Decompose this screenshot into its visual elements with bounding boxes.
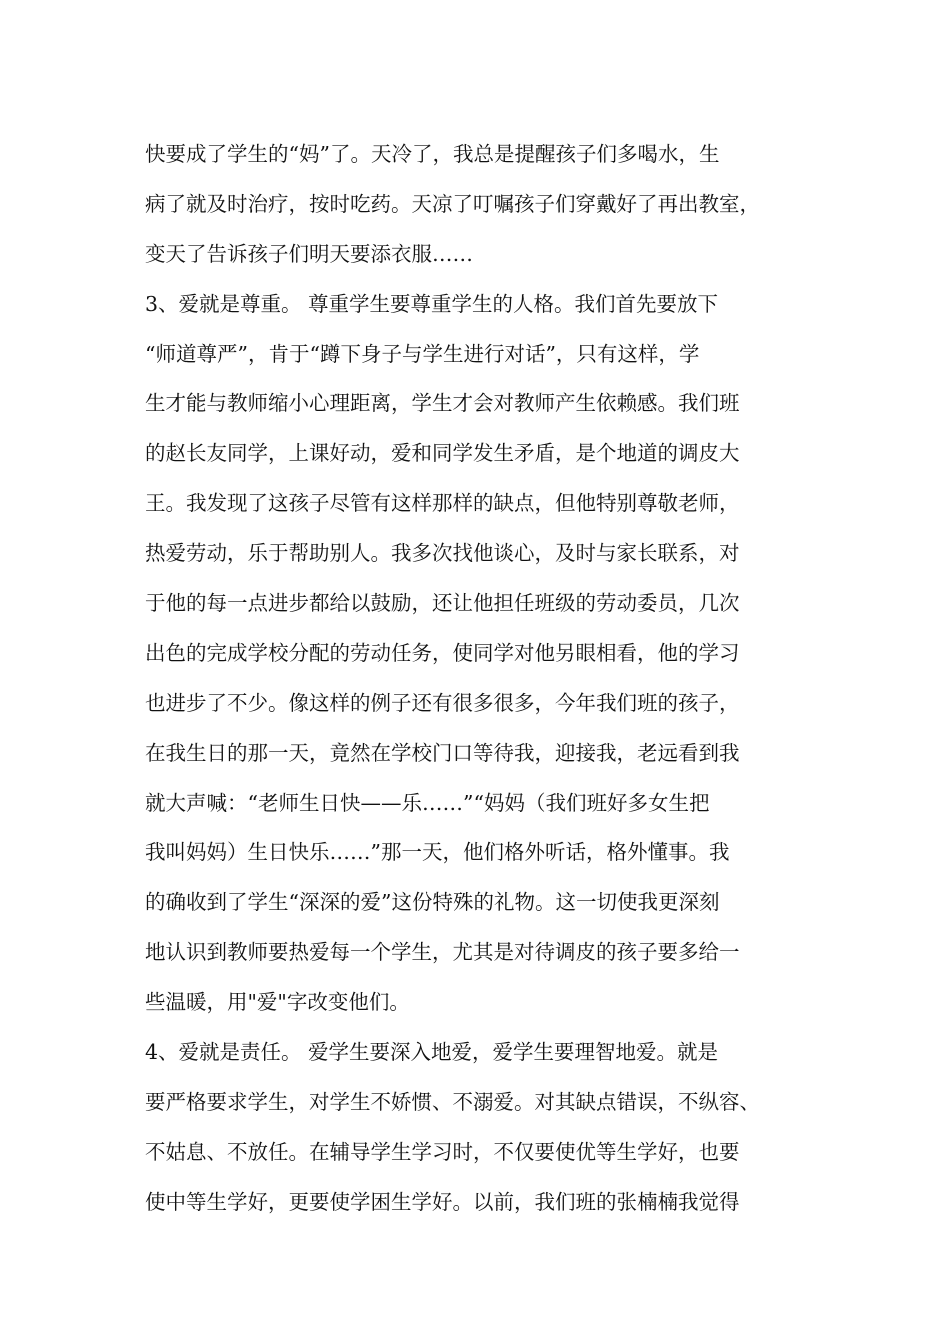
text-line: 4、爱就是责任。 爱学生要深入地爱，爱学生要理智地爱。就是 [145, 1040, 719, 1065]
text-line: 的确收到了学生“深深的爱”这份特殊的礼物。这一切使我更深刻 [145, 890, 720, 915]
text-line: 的赵长友同学，上课好动，爱和同学发生矛盾，是个地道的调皮大 [145, 441, 740, 466]
text-line: 病了就及时治疗，按时吃药。天凉了叮嘱孩子们穿戴好了再出教室， [145, 191, 760, 216]
text-line: 王。我发现了这孩子尽管有这样那样的缺点，但他特别尊敬老师， [145, 491, 740, 516]
text-line: 变天了告诉孩子们明天要添衣服…… [145, 241, 473, 266]
text-line: 出色的完成学校分配的劳动任务，使同学对他另眼相看，他的学习 [145, 640, 740, 665]
text-line: 于他的每一点进步都给以鼓励，还让他担任班级的劳动委员，几次 [145, 591, 740, 616]
text-line: 热爱劳动，乐于帮助别人。我多次找他谈心，及时与家长联系，对 [145, 541, 740, 566]
text-line: 3、爱就是尊重。 尊重学生要尊重学生的人格。我们首先要放下 [145, 291, 719, 316]
text-line: 我叫妈妈）生日快乐……”那一天，他们格外听话，格外懂事。我 [145, 840, 730, 865]
text-line: 在我生日的那一天，竟然在学校门口等待我，迎接我，老远看到我 [145, 740, 740, 765]
text-line: 使中等生学好，更要使学困生学好。以前，我们班的张楠楠我觉得 [145, 1189, 740, 1214]
text-line: “师道尊严”，肯于“蹲下身子与学生进行对话”，只有这样，学 [145, 341, 700, 366]
text-line: 不姑息、不放任。在辅导学生学习时，不仅要使优等生学好，也要 [145, 1139, 740, 1164]
text-line: 也进步了不少。像这样的例子还有很多很多，今年我们班的孩子， [145, 690, 740, 715]
text-line: 快要成了学生的“妈”了。天冷了，我总是提醒孩子们多喝水，生 [145, 142, 720, 166]
text-line: 生才能与教师缩小心理距离，学生才会对教师产生依赖感。我们班 [145, 391, 740, 416]
text-line: 地认识到教师要热爱每一个学生，尤其是对待调皮的孩子要多给一 [145, 940, 740, 965]
text-line: 要严格要求学生，对学生不娇惯、不溺爱。对其缺点错误，不纵容、 [145, 1089, 760, 1114]
text-line: 些温暖，用"爱"字改变他们。 [145, 990, 410, 1015]
text-line: 就大声喊：“老师生日快——乐……”“妈妈（我们班好多女生把 [145, 790, 710, 815]
document-body [145, 130, 825, 1228]
